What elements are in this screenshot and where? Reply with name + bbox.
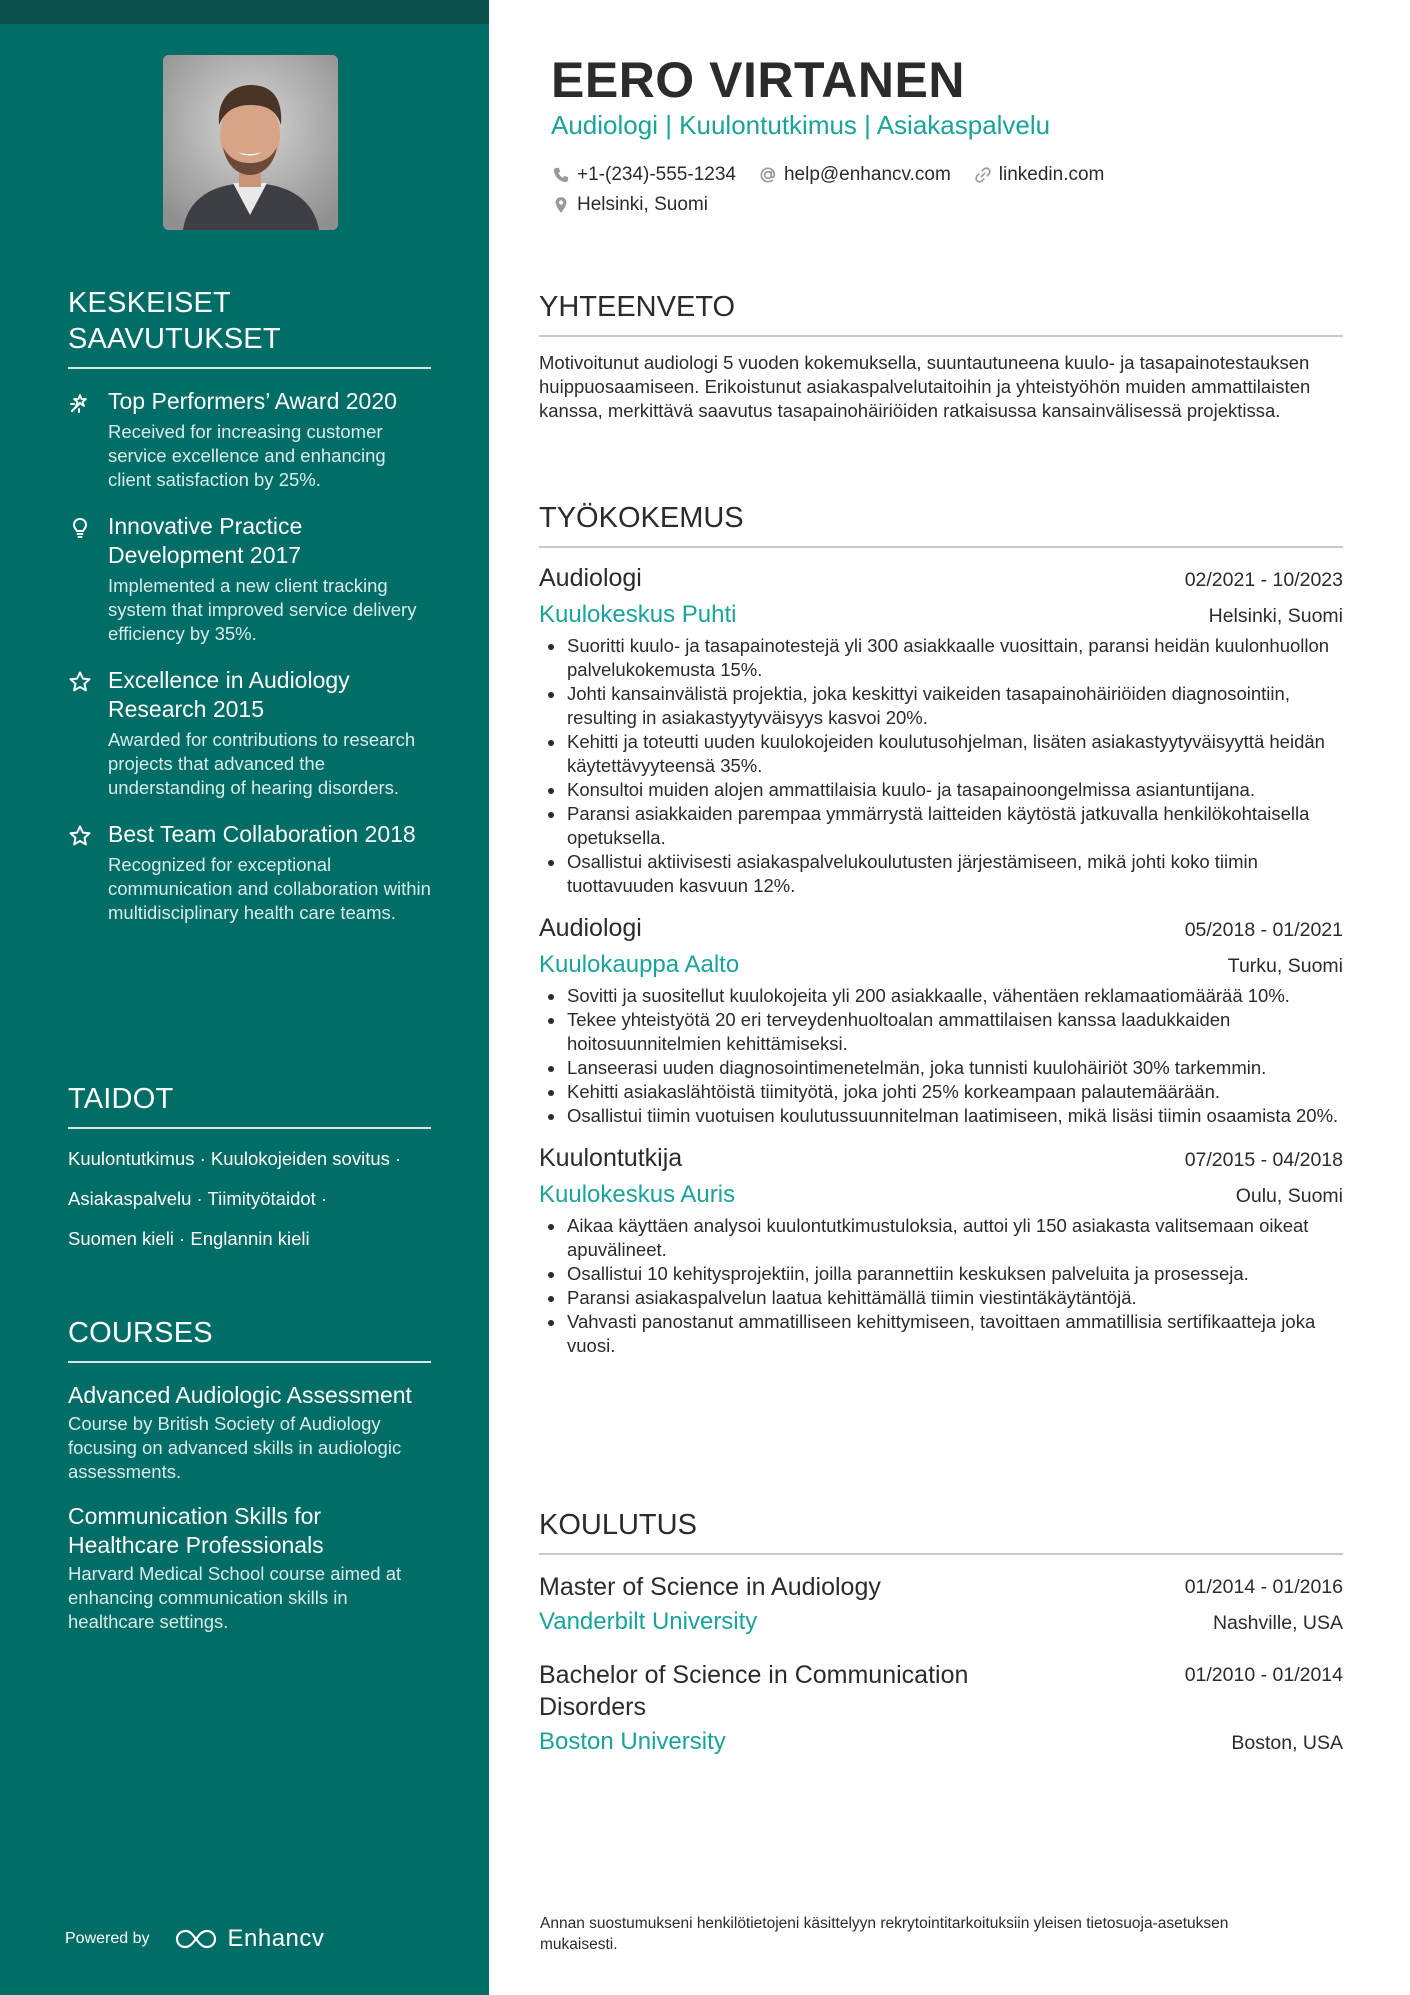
linkedin-text: linkedin.com	[998, 164, 1105, 185]
achievement-item	[68, 666, 431, 800]
job-dates: 02/2021 - 10/2023	[1184, 569, 1343, 591]
job-bullet: Johti kansainvälistä projektia, joka keskittyi vaikeiden tasapainohäiriöiden diagnosointiin, resulting in asiakastyytyväisyys kasvoi 20%.	[539, 682, 1343, 730]
achievement-desc: Implemented a new client tracking system that improved service delivery efficiency by 35%.	[108, 575, 417, 644]
job-company: Kuulokauppa Aalto	[539, 951, 740, 978]
location-text: Helsinki, Suomi	[577, 194, 708, 215]
star-icon	[68, 670, 92, 694]
job-company: Kuulokeskus Auris	[539, 1181, 736, 1208]
achievement-item	[68, 387, 431, 492]
job-bullet: Osallistui tiimin vuotuisen koulutussuunnitelman laatimiseen, mikä lisäsi tiimin osaamista 20%.	[539, 1104, 1343, 1128]
skills-line: Suomen kieli · Englannin kieli	[68, 1228, 310, 1249]
gdpr-consent: Annan suostumukseni henkilötietojeni käsittelyyn rekrytointitarkoituksiin yleisen tietosuoja-asetuksen mukaisesti.	[540, 1915, 1229, 1953]
achievements-heading: KESKEISET SAAVUTUKSET	[68, 285, 431, 369]
education-school: Vanderbilt University	[539, 1608, 758, 1635]
star-icon	[68, 824, 92, 848]
summary-section	[539, 289, 1343, 423]
powered-by-label: Powered by	[65, 1930, 150, 1947]
job-title: Audiologi	[539, 564, 642, 592]
email-text: help@enhancv.com	[783, 164, 951, 185]
job-bullet: Paransi asiakaspalvelun laatua kehittämällä tiimin viestintäkäytäntöjä.	[539, 1286, 1343, 1310]
achievement-title: Best Team Collaboration 2018	[108, 821, 416, 847]
education-dates: 01/2014 - 01/2016	[1184, 1576, 1343, 1598]
achievement-item	[68, 820, 431, 925]
education-degree: Master of Science in Audiology	[539, 1573, 881, 1601]
job-company: Kuulokeskus Puhti	[539, 601, 737, 628]
education-location: Nashville, USA	[1212, 1612, 1343, 1634]
skills-section	[68, 1081, 431, 1251]
skills-line: Kuulontutkimus · Kuulokojeiden sovitus ·	[68, 1148, 402, 1169]
education-entry	[539, 1571, 1343, 1637]
achievement-title: Innovative Practice Development 2017	[108, 513, 303, 568]
achievement-title: Excellence in Audiology Research 2015	[108, 667, 350, 722]
job-bullets	[539, 634, 1343, 898]
job-bullets	[539, 984, 1343, 1128]
achievement-desc: Awarded for contributions to research projects that advanced the understanding of hearing disorders.	[108, 729, 416, 798]
education-school: Boston University	[539, 1728, 726, 1755]
summary-heading: YHTEENVETO	[539, 289, 1343, 337]
link-icon	[973, 165, 993, 185]
job-bullet: Suoritti kuulo- ja tasapainotestejä yli 300 asiakkaalle vuosittain, paransi heidän kuulonhuollon palvelukokemusta 15%.	[539, 634, 1343, 682]
job-bullet: Paransi asiakkaiden parempaa ymmärrystä laitteiden käytöstä jatkuvalla henkilökohtaisella opetuksella.	[539, 802, 1343, 850]
job-entry	[539, 562, 1343, 898]
candidate-name: EERO VIRTANEN	[551, 52, 965, 108]
course-item	[68, 1502, 431, 1634]
education-dates: 01/2010 - 01/2014	[1184, 1664, 1343, 1686]
lightbulb-icon	[68, 516, 92, 540]
job-bullet: Aikaa käyttäen analysoi kuulontutkimustuloksia, auttoi yli 150 asiakasta valitsemaan oikeat apuvälineet.	[539, 1214, 1343, 1262]
education-heading: KOULUTUS	[539, 1507, 1343, 1555]
contact-info	[551, 160, 1251, 220]
courses-section	[68, 1315, 431, 1634]
job-location: Turku, Suomi	[1227, 955, 1343, 977]
job-bullet: Tekee yhteistyötä 20 eri terveydenhuoltoalan ammattilaisen kanssa laadukkaiden hoitosuunnitelmien kehittämiseksi.	[539, 1008, 1343, 1056]
contact-phone[interactable]	[551, 164, 736, 186]
achievement-title: Top Performers’ Award 2020	[108, 388, 397, 414]
job-location: Helsinki, Suomi	[1208, 605, 1343, 627]
skills-heading: TAIDOT	[68, 1081, 431, 1129]
experience-section	[539, 500, 1343, 1358]
education-entry	[539, 1659, 1343, 1757]
job-entry	[539, 1142, 1343, 1358]
sidebar	[0, 0, 489, 1995]
job-bullet: Kehitti ja toteutti uuden kuulokojeiden koulutusohjelman, lisäten asiakastyytyväisyyttä heidän käytettävyyteensä 35%.	[539, 730, 1343, 778]
contact-linkedin[interactable]	[973, 164, 1105, 186]
profile-photo	[163, 55, 338, 230]
job-title: Kuulontutkija	[539, 1144, 683, 1172]
enhancv-logo-icon	[174, 1927, 218, 1951]
job-bullet: Lanseerasi uuden diagnosointimenetelmän, joka tunnisti kuulohäiriöt 30% tarkemmin.	[539, 1056, 1343, 1080]
education-location: Boston, USA	[1231, 1732, 1343, 1754]
achievements-section	[68, 285, 431, 925]
course-title: Advanced Audiologic Assessment	[68, 1382, 412, 1408]
at-sign-icon	[758, 165, 778, 185]
achievement-desc: Received for increasing customer service excellence and enhancing client satisfaction by 25%.	[108, 421, 386, 490]
enhancv-brand[interactable]: Enhancv	[227, 1925, 325, 1952]
course-item	[68, 1381, 431, 1484]
job-bullet: Sovitti ja suositellut kuulokojeita yli 200 asiakkaalle, vähentäen reklamaatiomäärää 10%.	[539, 984, 1343, 1008]
job-dates: 07/2015 - 04/2018	[1184, 1149, 1343, 1171]
job-bullet: Kehitti asiakaslähtöistä tiimityötä, joka johti 25% korkeampaan palautemäärään.	[539, 1080, 1343, 1104]
phone-text: +1-(234)-555-1234	[577, 164, 736, 185]
course-desc: Harvard Medical School course aimed at enhancing communication skills in healthcare settings.	[68, 1563, 402, 1632]
award-icon	[68, 391, 92, 415]
contact-location	[551, 194, 708, 216]
education-section	[539, 1507, 1343, 1757]
courses-heading: COURSES	[68, 1315, 431, 1363]
education-degree: Bachelor of Science in Communication Disorders	[539, 1661, 969, 1721]
candidate-tagline: Audiologi | Kuulontutkimus | Asiakaspalvelu	[551, 110, 1051, 140]
phone-icon	[551, 165, 571, 185]
summary-text: Motivoitunut audiologi 5 vuoden kokemuksella, suuntautuneena kuulo- ja tasapainotestauksen huippuosaamiseen. Erikoistunut asiakaspalvelutaitoihin ja yhteistyöhön muiden ammattilaisten kanssa, merkittävä saavutus tasapainohäiriöiden ratkaisussa kansainvälisessä projektissa.	[539, 352, 1311, 421]
course-title: Communication Skills for Healthcare Professionals	[68, 1503, 324, 1558]
job-bullet: Osallistui 10 kehitysprojektiin, joilla parannettiin keskuksen palveluita ja prosesseja.	[539, 1262, 1343, 1286]
profile-photo-image	[163, 55, 338, 230]
achievement-item	[68, 512, 431, 646]
job-entry	[539, 912, 1343, 1128]
job-bullets	[539, 1214, 1343, 1358]
job-location: Oulu, Suomi	[1235, 1185, 1343, 1207]
skills-line: Asiakaspalvelu · Tiimityötaidot ·	[68, 1188, 328, 1209]
job-bullet: Osallistui aktiivisesti asiakaspalvelukoulutusten järjestämiseen, mikä johti koko tiimin tuottavuuden kasvuun 12%.	[539, 850, 1343, 898]
achievement-desc: Recognized for exceptional communication and collaboration within multidisciplinary health care teams.	[108, 854, 431, 923]
sidebar-top-bar	[0, 0, 489, 24]
course-desc: Course by British Society of Audiology focusing on advanced skills in audiologic assessments.	[68, 1413, 402, 1482]
job-title: Audiologi	[539, 914, 642, 942]
job-bullet: Konsultoi muiden alojen ammattilaisia kuulo- ja tasapainoongelmissa asiantuntijana.	[539, 778, 1343, 802]
location-pin-icon	[551, 195, 571, 215]
experience-heading: TYÖKOKEMUS	[539, 500, 1343, 548]
job-bullet: Vahvasti panostanut ammatilliseen kehittymiseen, tavoittaen ammatillisia sertifikaatteja joka vuosi.	[539, 1310, 1343, 1358]
job-dates: 05/2018 - 01/2021	[1184, 919, 1343, 941]
contact-email[interactable]	[758, 164, 951, 186]
powered-by	[65, 1925, 324, 1953]
